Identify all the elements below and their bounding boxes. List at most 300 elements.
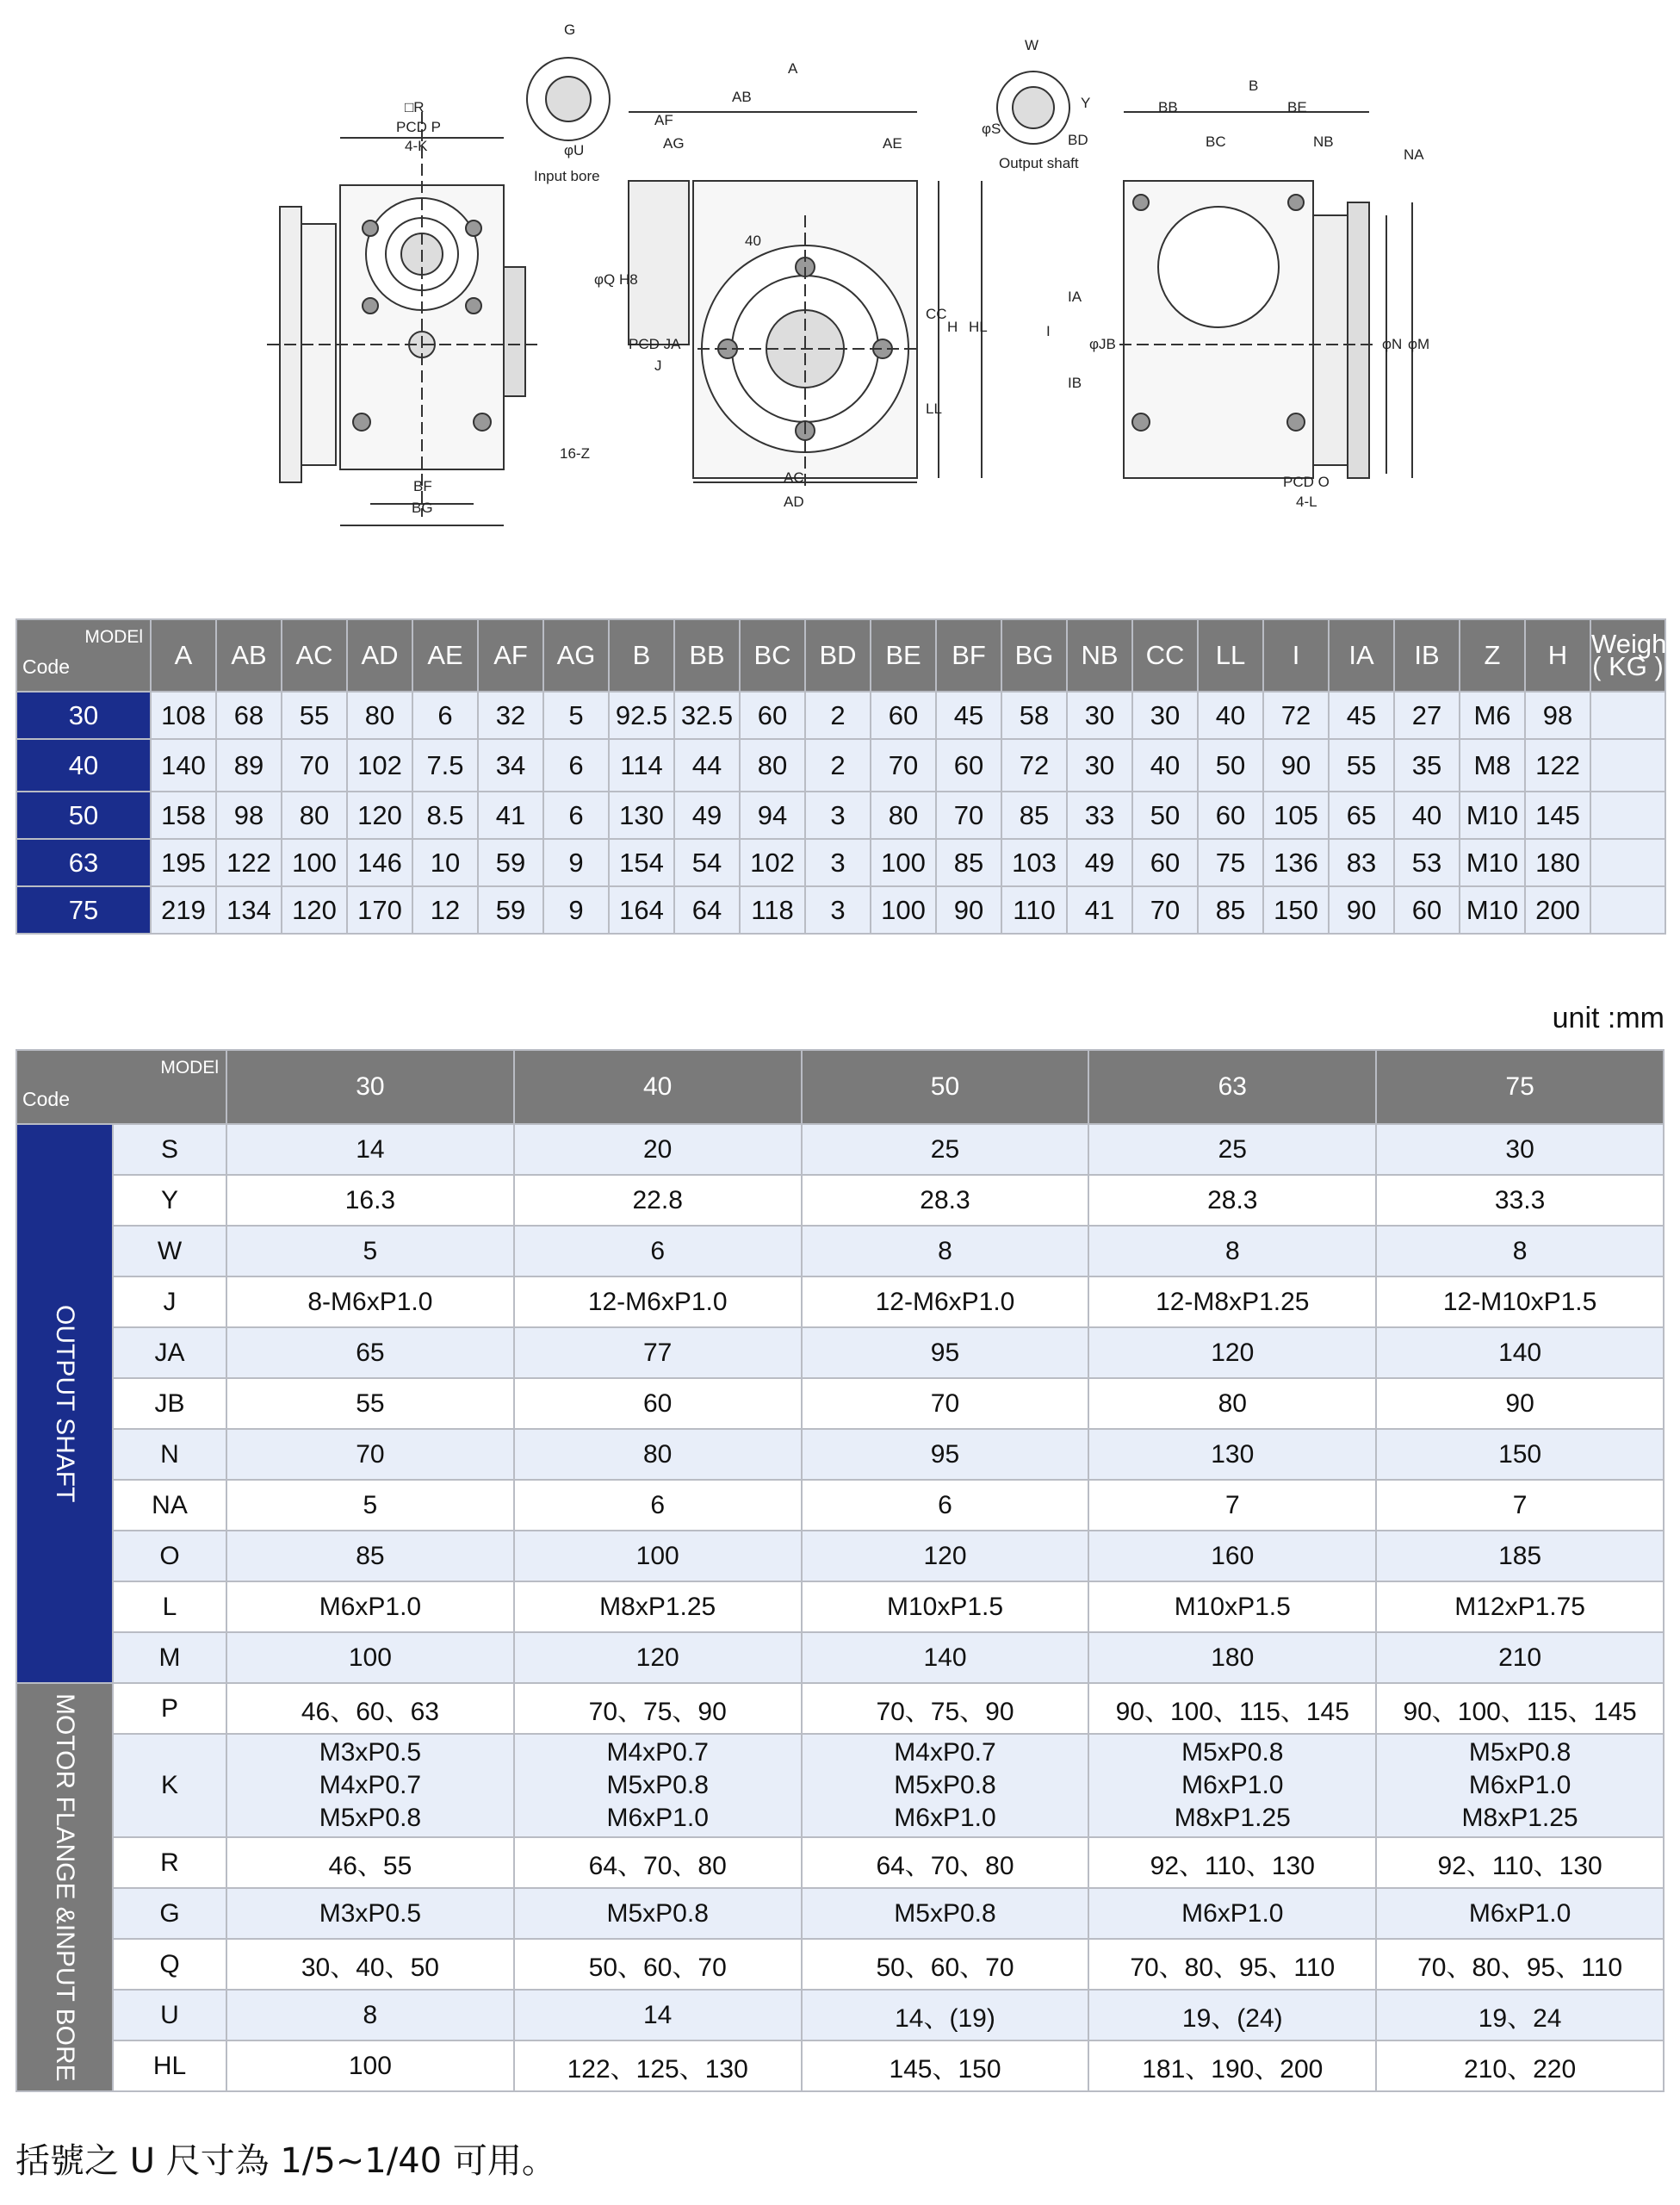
- label-CC: CC: [926, 306, 947, 322]
- label-AD: AD: [784, 494, 804, 510]
- table-cell: 122、125、130: [514, 2040, 802, 2091]
- table-cell: 65: [1329, 792, 1394, 839]
- table-cell: 30: [1376, 1124, 1664, 1175]
- column-header: LL: [1198, 619, 1263, 692]
- column-header: BG: [1001, 619, 1067, 692]
- label-16Z: 16-Z: [560, 445, 590, 462]
- table-row: [16, 1429, 1664, 1480]
- column-header: BC: [740, 619, 805, 692]
- table-cell: 145、150: [802, 2040, 1089, 2091]
- row-key: Y: [113, 1175, 226, 1226]
- table-cell: 70、75、90: [802, 1683, 1089, 1734]
- row-key: N: [113, 1429, 226, 1480]
- table-cell: 25: [1088, 1124, 1376, 1175]
- table-cell: 8: [802, 1226, 1089, 1276]
- row-key: Q: [113, 1939, 226, 1990]
- table-cell: M5xP0.8: [514, 1888, 802, 1939]
- table-cell: 70、80、95、110: [1376, 1939, 1664, 1990]
- table-cell: 27: [1394, 692, 1460, 739]
- table-row: [16, 1378, 1664, 1429]
- row-key: R: [113, 1837, 226, 1888]
- table-cell: 70、75、90: [514, 1683, 802, 1734]
- table-cell: 85: [226, 1531, 514, 1581]
- label-BF: BF: [413, 478, 432, 494]
- label-I: I: [1046, 323, 1051, 339]
- table-cell: 70: [282, 739, 347, 792]
- cell-line: M5xP0.8: [606, 1771, 709, 1799]
- weight-cell: [1590, 692, 1665, 739]
- table-cell: 72: [1263, 692, 1329, 739]
- table-cell: 6: [543, 792, 609, 839]
- table-cell: 44: [674, 739, 740, 792]
- table-cell: 2: [805, 739, 871, 792]
- table-row: [16, 1837, 1664, 1888]
- table-cell: [226, 1734, 514, 1837]
- table-row: [16, 1632, 1664, 1683]
- table-cell: 58: [1001, 692, 1067, 739]
- label-B: B: [1249, 78, 1259, 94]
- label-AG: AG: [663, 135, 685, 152]
- table-cell: 170: [347, 886, 412, 934]
- table-cell: 9: [543, 839, 609, 886]
- row-key: M: [113, 1632, 226, 1683]
- table-row: [16, 1480, 1664, 1531]
- table-cell: M6xP1.0: [226, 1581, 514, 1632]
- table-cell: 80: [282, 792, 347, 839]
- table-cell: 50、60、70: [514, 1939, 802, 1990]
- label-BG: BG: [412, 500, 433, 516]
- corner-code-label: Code: [22, 655, 70, 678]
- weight-cell: [1590, 886, 1665, 934]
- table-cell: 85: [1198, 886, 1263, 934]
- table-cell: 46、55: [226, 1837, 514, 1888]
- table-row: [16, 1327, 1664, 1378]
- label-Q: φQ H8: [594, 271, 638, 288]
- label-BE: BE: [1287, 99, 1307, 115]
- table-cell: 80: [740, 739, 805, 792]
- table-cell: 75: [1198, 839, 1263, 886]
- table-cell: 45: [1329, 692, 1394, 739]
- table-cell: 12-M10xP1.5: [1376, 1276, 1664, 1327]
- table-cell: 33: [1067, 792, 1132, 839]
- table-cell: 70: [871, 739, 936, 792]
- table-cell: 55: [282, 692, 347, 739]
- table-cell: 90、100、115、145: [1376, 1683, 1664, 1734]
- label-NB: NB: [1313, 134, 1334, 150]
- table-cell: 41: [1067, 886, 1132, 934]
- table-row: [16, 1939, 1664, 1990]
- corner-model-label: MODEl: [84, 627, 143, 647]
- label-JB: φJB: [1089, 336, 1116, 352]
- table-cell: 108: [151, 692, 216, 739]
- table-cell: 136: [1263, 839, 1329, 886]
- row-code: 30: [16, 692, 151, 739]
- cell-line: M8xP1.25: [1461, 1804, 1578, 1832]
- column-header: IB: [1394, 619, 1460, 692]
- table-cell: 95: [802, 1429, 1089, 1480]
- table-cell: 19、24: [1376, 1990, 1664, 2040]
- column-header: B: [609, 619, 674, 692]
- table-row: [16, 1990, 1664, 2040]
- table-cell: 100: [871, 839, 936, 886]
- table-cell: 120: [347, 792, 412, 839]
- model-header: 50: [802, 1050, 1089, 1124]
- table-cell: M6xP1.0: [1088, 1888, 1376, 1939]
- footnote: 括號之 U 尺寸為 1/5~1/40 可用。: [15, 2141, 556, 2181]
- table-cell: 122: [1525, 739, 1590, 792]
- row-code: 75: [16, 886, 151, 934]
- table-cell: 154: [609, 839, 674, 886]
- table-cell: 50: [1198, 739, 1263, 792]
- label-AB: AB: [732, 89, 752, 105]
- label-Y: Y: [1081, 95, 1091, 111]
- table-row: [16, 1888, 1664, 1939]
- table-cell: 6: [543, 739, 609, 792]
- column-header: IA: [1329, 619, 1394, 692]
- label-IA: IA: [1068, 289, 1082, 305]
- gearbox-dimension-drawing: [267, 9, 1455, 534]
- table-cell: 3: [805, 886, 871, 934]
- table-cell: M8xP1.25: [514, 1581, 802, 1632]
- unit-label: unit :mm: [1552, 1002, 1665, 1034]
- label-S: φS: [982, 121, 1001, 137]
- column-header: AD: [347, 619, 412, 692]
- table-cell: 92.5: [609, 692, 674, 739]
- table-cell: M6: [1460, 692, 1525, 739]
- table-cell: 30、40、50: [226, 1939, 514, 1990]
- table-cell: 3: [805, 839, 871, 886]
- table-cell: 6: [514, 1480, 802, 1531]
- label-BB: BB: [1158, 99, 1178, 115]
- row-key: NA: [113, 1480, 226, 1531]
- table-cell: M10: [1460, 886, 1525, 934]
- model-header: 75: [1376, 1050, 1664, 1124]
- table-cell: 70: [226, 1429, 514, 1480]
- column-header: I: [1263, 619, 1329, 692]
- column-header: AF: [478, 619, 543, 692]
- table-cell: M10xP1.5: [1088, 1581, 1376, 1632]
- group-output-shaft-label: OUTPUT SHAFT: [51, 1304, 79, 1503]
- table-cell: 2: [805, 692, 871, 739]
- table-row: [16, 1581, 1664, 1632]
- table-cell: 80: [347, 692, 412, 739]
- table-cell: 118: [740, 886, 805, 934]
- table-cell: 70、80、95、110: [1088, 1939, 1376, 1990]
- table-cell: 140: [151, 739, 216, 792]
- table-cell: 50: [1132, 792, 1198, 839]
- table-cell: 68: [216, 692, 282, 739]
- label-M: φM: [1408, 336, 1430, 352]
- label-input-bore: Input bore: [534, 168, 600, 184]
- table-cell: M12xP1.75: [1376, 1581, 1664, 1632]
- model-header: 63: [1088, 1050, 1376, 1124]
- cell-line: M6xP1.0: [894, 1804, 996, 1832]
- table-cell: 60: [1132, 839, 1198, 886]
- table-cell: 120: [514, 1632, 802, 1683]
- table-cell: 210: [1376, 1632, 1664, 1683]
- table-cell: 54: [674, 839, 740, 886]
- label-4L: 4-L: [1296, 494, 1317, 510]
- label-HL: HL: [969, 319, 988, 335]
- table-cell: 8: [1088, 1226, 1376, 1276]
- table-cell: 120: [282, 886, 347, 934]
- table-cell: 8: [226, 1990, 514, 2040]
- table-cell: 219: [151, 886, 216, 934]
- weight-cell: [1590, 839, 1665, 886]
- table-row: [16, 839, 1665, 886]
- table-cell: 50、60、70: [802, 1939, 1089, 1990]
- table-row: [16, 792, 1665, 839]
- table-cell: [802, 1734, 1089, 1837]
- label-A: A: [788, 60, 798, 77]
- table-cell: 98: [216, 792, 282, 839]
- table-cell: 180: [1088, 1632, 1376, 1683]
- table-cell: 150: [1263, 886, 1329, 934]
- table-cell: 8.5: [412, 792, 478, 839]
- table-cell: 100: [282, 839, 347, 886]
- weight-label: Weight: [1591, 629, 1674, 659]
- label-G: G: [564, 22, 576, 38]
- weight-cell: [1590, 739, 1665, 792]
- label-output-shaft: Output shaft: [999, 155, 1079, 171]
- table-cell: 145: [1525, 792, 1590, 839]
- row-code: 50: [16, 792, 151, 839]
- table-cell: 92、110、130: [1088, 1837, 1376, 1888]
- cell-line: M5xP0.8: [319, 1804, 422, 1832]
- table-cell: 120: [1088, 1327, 1376, 1378]
- cell-line: M6xP1.0: [1468, 1771, 1572, 1799]
- row-code: 40: [16, 739, 151, 792]
- cell-line: M8xP1.25: [1174, 1804, 1291, 1832]
- label-U: φU: [564, 142, 585, 158]
- table-cell: 83: [1329, 839, 1394, 886]
- right-view: [1119, 112, 1412, 478]
- column-header: BD: [805, 619, 871, 692]
- table-cell: 160: [1088, 1531, 1376, 1581]
- label-N: φN: [1382, 336, 1403, 352]
- row-key: S: [113, 1124, 226, 1175]
- cell-line: M6xP1.0: [606, 1804, 709, 1832]
- table-cell: M8: [1460, 739, 1525, 792]
- shaft-flange-table: [15, 1049, 1665, 2092]
- row-key: K: [113, 1734, 226, 1837]
- table-row: [16, 1276, 1664, 1327]
- table-cell: 70: [1132, 886, 1198, 934]
- table-cell: 40: [1198, 692, 1263, 739]
- label-PCD-O: PCD O: [1283, 474, 1330, 490]
- table-cell: 90: [1376, 1378, 1664, 1429]
- table-cell: 33.3: [1376, 1175, 1664, 1226]
- table-cell: 5: [226, 1480, 514, 1531]
- table-cell: 140: [802, 1632, 1089, 1683]
- table-cell: 100: [514, 1531, 802, 1581]
- table-cell: 114: [609, 739, 674, 792]
- table-cell: 3: [805, 792, 871, 839]
- row-key: HL: [113, 2040, 226, 2091]
- table-cell: 7.5: [412, 739, 478, 792]
- table-cell: 12-M6xP1.0: [514, 1276, 802, 1327]
- row-key: W: [113, 1226, 226, 1276]
- table-row: [16, 886, 1665, 934]
- table-cell: 53: [1394, 839, 1460, 886]
- table-row: [16, 1683, 1664, 1734]
- table-cell: M10: [1460, 792, 1525, 839]
- middle-view: [629, 71, 1069, 491]
- table-cell: 64: [674, 886, 740, 934]
- weight-cell: [1590, 792, 1665, 839]
- table-cell: 164: [609, 886, 674, 934]
- cell-line: M3xP0.5: [319, 1738, 422, 1767]
- row-key: P: [113, 1683, 226, 1734]
- table-cell: 6: [802, 1480, 1089, 1531]
- table-cell: 40: [1132, 739, 1198, 792]
- table-cell: 8: [1376, 1226, 1664, 1276]
- table-cell: 200: [1525, 886, 1590, 934]
- table-cell: 122: [216, 839, 282, 886]
- label-AE: AE: [883, 135, 902, 152]
- column-header: Z: [1460, 619, 1525, 692]
- table-cell: 102: [740, 839, 805, 886]
- table-cell: 60: [871, 692, 936, 739]
- table-cell: 14、(19): [802, 1990, 1089, 2040]
- column-header: A: [151, 619, 216, 692]
- table-cell: M6xP1.0: [1376, 1888, 1664, 1939]
- label-BD: BD: [1068, 132, 1088, 148]
- table-cell: 90: [1329, 886, 1394, 934]
- table-cell: 103: [1001, 839, 1067, 886]
- table-row: [16, 1531, 1664, 1581]
- table-cell: 90: [936, 886, 1001, 934]
- table-cell: 181、190、200: [1088, 2040, 1376, 2091]
- label-PCD-JA: PCD JA: [629, 336, 681, 352]
- shaft-table-header: [16, 1050, 1664, 1124]
- table-cell: [1088, 1734, 1376, 1837]
- table-row: [16, 692, 1665, 739]
- table-cell: 12-M6xP1.0: [802, 1276, 1089, 1327]
- row-code: 63: [16, 839, 151, 886]
- table-cell: 130: [609, 792, 674, 839]
- label-NA: NA: [1404, 146, 1424, 163]
- label-LL: LL: [926, 401, 942, 417]
- table-cell: 64、70、80: [802, 1837, 1089, 1888]
- table-cell: 102: [347, 739, 412, 792]
- table-cell: 77: [514, 1327, 802, 1378]
- table2-corner: [16, 1050, 226, 1124]
- table-cell: 120: [802, 1531, 1089, 1581]
- table-row: [16, 1734, 1664, 1837]
- table-cell: 72: [1001, 739, 1067, 792]
- cell-line: M4xP0.7: [894, 1738, 996, 1767]
- row-key: G: [113, 1888, 226, 1939]
- row-key: U: [113, 1990, 226, 2040]
- table-row: [16, 1226, 1664, 1276]
- table-cell: 60: [936, 739, 1001, 792]
- group-motor-flange-label: MOTOR FLANGE &INPUT BORE: [51, 1693, 79, 2082]
- table-cell: 185: [1376, 1531, 1664, 1581]
- table-cell: 100: [226, 2040, 514, 2091]
- table-cell: 130: [1088, 1429, 1376, 1480]
- group-motor-flange: [16, 1683, 113, 2091]
- dimension-table: [15, 618, 1674, 935]
- table-cell: M10xP1.5: [802, 1581, 1089, 1632]
- table-cell: 140: [1376, 1327, 1664, 1378]
- table-cell: 49: [674, 792, 740, 839]
- table-cell: 98: [1525, 692, 1590, 739]
- table-cell: 60: [1198, 792, 1263, 839]
- table-cell: 28.3: [802, 1175, 1089, 1226]
- table-cell: [1376, 1734, 1664, 1837]
- table-cell: 80: [871, 792, 936, 839]
- label-BC: BC: [1206, 134, 1226, 150]
- label-4K: 4-K: [405, 138, 428, 154]
- cell-line: M6xP1.0: [1181, 1771, 1284, 1799]
- label-R: □R: [405, 99, 425, 115]
- table-cell: 55: [1329, 739, 1394, 792]
- corner-code-label: Code: [22, 1088, 70, 1110]
- table-cell: 41: [478, 792, 543, 839]
- table-cell: 64、70、80: [514, 1837, 802, 1888]
- table-cell: 30: [1067, 692, 1132, 739]
- table-cell: 59: [478, 886, 543, 934]
- table-cell: 150: [1376, 1429, 1664, 1480]
- label-PCD-P: PCD P: [396, 119, 441, 135]
- group-output-shaft: [16, 1124, 113, 1683]
- table-cell: 146: [347, 839, 412, 886]
- table-cell: 85: [936, 839, 1001, 886]
- column-header: AB: [216, 619, 282, 692]
- table-cell: [514, 1734, 802, 1837]
- column-header: AG: [543, 619, 609, 692]
- row-key: JA: [113, 1327, 226, 1378]
- table-cell: 94: [740, 792, 805, 839]
- table-cell: 90: [1263, 739, 1329, 792]
- table-cell: 12-M8xP1.25: [1088, 1276, 1376, 1327]
- corner-model-label: MODEl: [160, 1058, 219, 1078]
- table-cell: 22.8: [514, 1175, 802, 1226]
- model-header: 30: [226, 1050, 514, 1124]
- table-cell: 10: [412, 839, 478, 886]
- row-key: JB: [113, 1378, 226, 1429]
- table-cell: 49: [1067, 839, 1132, 886]
- cell-line: M5xP0.8: [894, 1771, 996, 1799]
- table-cell: 8-M6xP1.0: [226, 1276, 514, 1327]
- cell-line: M5xP0.8: [1468, 1738, 1572, 1767]
- table-cell: M10: [1460, 839, 1525, 886]
- table-cell: 20: [514, 1124, 802, 1175]
- table-cell: 100: [226, 1632, 514, 1683]
- label-AF: AF: [654, 112, 673, 128]
- table-cell: 65: [226, 1327, 514, 1378]
- row-key: O: [113, 1531, 226, 1581]
- table-cell: 180: [1525, 839, 1590, 886]
- table-cell: 40: [1394, 792, 1460, 839]
- table-cell: 19、(24): [1088, 1990, 1376, 2040]
- table-row: [16, 1175, 1664, 1226]
- table-cell: 90、100、115、145: [1088, 1683, 1376, 1734]
- table-cell: 7: [1088, 1480, 1376, 1531]
- table-cell: 32.5: [674, 692, 740, 739]
- table-cell: 30: [1132, 692, 1198, 739]
- column-header: AE: [412, 619, 478, 692]
- table-cell: 89: [216, 739, 282, 792]
- table-cell: 195: [151, 839, 216, 886]
- row-key: J: [113, 1276, 226, 1327]
- table-cell: 7: [1376, 1480, 1664, 1531]
- table-cell: 35: [1394, 739, 1460, 792]
- table-cell: 6: [514, 1226, 802, 1276]
- table-cell: 14: [226, 1124, 514, 1175]
- table-cell: 55: [226, 1378, 514, 1429]
